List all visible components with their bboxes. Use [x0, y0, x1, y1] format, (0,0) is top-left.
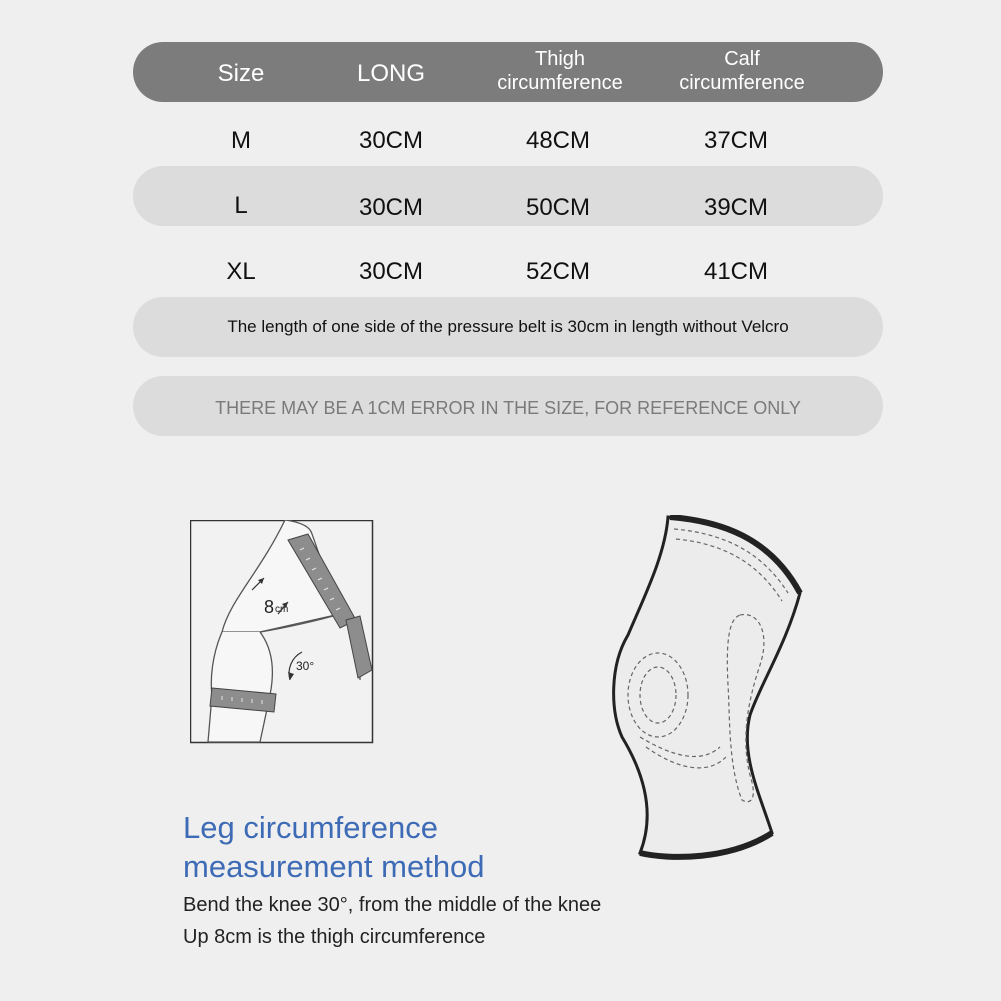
distance-label: 8 — [264, 597, 275, 617]
row-calf: 41CM — [703, 258, 769, 285]
row-thigh: 52CM — [525, 258, 591, 285]
header-long: LONG — [356, 60, 426, 87]
size-table-header — [133, 42, 883, 102]
pressure-belt-note-text: The length of one side of the pressure belt is 30cm in length without Velcro — [227, 317, 789, 336]
row-long: 30CM — [358, 194, 424, 221]
header-size: Size — [217, 60, 265, 87]
error-note — [133, 376, 883, 436]
row-long: 30CM — [358, 127, 424, 154]
header-calf-line2: circumference — [679, 72, 805, 94]
row-size: L — [234, 192, 248, 219]
method-desc-line1: Bend the knee 30°, from the middle of the knee — [183, 894, 602, 916]
pressure-belt-note — [133, 297, 883, 357]
row-size: M — [231, 127, 251, 154]
header-calf — [679, 47, 805, 95]
leg-measurement-diagram — [190, 520, 374, 744]
row-calf: 37CM — [703, 127, 769, 154]
row-thigh: 50CM — [525, 194, 591, 221]
table-row — [133, 240, 883, 300]
row-thigh: 48CM — [525, 127, 591, 154]
knee-brace-illustration — [610, 515, 810, 865]
row-size: XL — [226, 258, 256, 285]
header-thigh — [497, 47, 623, 95]
angle-label: 30° — [296, 659, 315, 673]
error-note-text: THERE MAY BE A 1CM ERROR IN THE SIZE, FOR REFERENCE ONLY — [215, 398, 801, 418]
row-long: 30CM — [358, 258, 424, 285]
table-row — [133, 166, 883, 226]
header-thigh-line2: circumference — [497, 72, 623, 94]
header-calf-line1: Calf — [724, 48, 760, 70]
row-calf: 39CM — [703, 194, 769, 221]
method-desc-line2: Up 8cm is the thigh circumference — [183, 926, 486, 948]
distance-unit: cm — [275, 604, 289, 615]
method-title-line1: Leg circumference — [183, 810, 439, 845]
method-title-line2: measurement method — [183, 849, 485, 884]
table-row — [133, 110, 883, 170]
header-thigh-line1: Thigh — [534, 48, 586, 70]
